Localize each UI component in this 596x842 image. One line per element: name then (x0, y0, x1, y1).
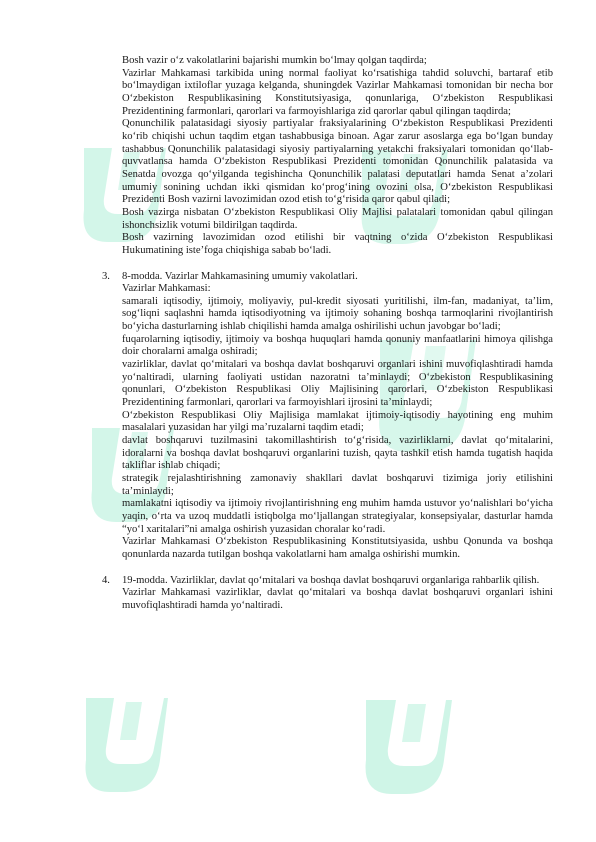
paragraph: Vazirlar Mahkamasi: (122, 283, 211, 295)
paragraph: samarali iqtisodiy, ijtimoiy, moliyaviy, pul-kredit siyosati yuritilishi, ilm-fan, madaniyat, taʼlim, sogʻliqni saqlashni hamda iqtisodiyotning va ijtimoiy sohaning boshqa tarmoqlarini rivojlantirish boʻyicha dasturlarning ishlab chiqilishi hamda amalga oshirilishi uchun javobgar boʻladi; (122, 295, 553, 333)
numbered-item (102, 574, 553, 613)
paragraph: fuqarolarning iqtisodiy, ijtimoiy va boshqa huquqlari hamda qonuniy manfaatlarini himoya qilishga doir choralarni amalga oshiradi; (122, 333, 553, 358)
article-heading: 19-modda. Vazirliklar, davlat qoʻmitalari va boshqa davlat boshqaruvi organlariga rahbarlik qilish. (122, 574, 540, 586)
paragraph: Vazirlar Mahkamasi Oʻzbekiston Respublikasining Konstitutsiyasida, ushbu Qonunda va boshqa qonunlarda nazarda tutilgan boshqa vakolatlarni ham amalga oshirishi mumkin. (122, 536, 553, 560)
item-number: 4. (102, 574, 110, 586)
document-body (102, 55, 553, 613)
paragraph: davlat boshqaruvi tuzilmasini takomillashtirish toʻgʻrisida, vazirliklarni, davlat qoʻmitalarini, idoralarni va boshqa davlat boshqaruvi organlarini tuzish, qayta tashkil etish hamda tugatish haqida takliflar ishlab chiqadi; (122, 435, 553, 472)
paragraph: Vazirlar Mahkamasi vazirliklar, davlat qoʻmitalari va boshqa davlat boshqaruvi organlari ishini muvofiqlashtiradi hamda yoʻnaltiradi. (122, 587, 553, 611)
paragraph: Oʻzbekiston Respublikasi Oliy Majlisiga mamlakat ijtimoiy-iqtisodiy hayotining eng muhim masalalari yuzasidan har yilgi maʼruzalarni taqdim etadi; (122, 409, 553, 434)
paragraph: Bosh vazir oʻz vakolatlarini bajarishi mumkin boʻlmay qolgan taqdirda; (122, 55, 427, 66)
paragraph: Bosh vazirning lavozimidan ozod etilishi bir vaqtning oʻzida Oʻzbekiston Respublikasi Hukumatining isteʼfoga chiqishiga sabab boʻladi. (122, 232, 553, 256)
paragraph: mamlakatni iqtisodiy va ijtimoiy rivojlantirishning eng muhim hamda ustuvor yoʻnalishlari boʻyicha yaqin, oʻrta va uzoq muddatli istiqbolga moʻljallangan strategiyalar, konsepsiyalar, dasturlar hamda “yoʻl xaritalari”ni amalga oshirish yuzasidan choralar koʻradi. (122, 498, 553, 535)
paragraph: Vazirlar Mahkamasi tarkibida uning normal faoliyat koʻrsatishiga tahdid soluvchi, bartaraf etib boʻlmaydigan ixtiloflar yuzaga kelganda, shuningdek Vazirlar Mahkamasi tomonidan bir necha bor Oʻzbekiston Respublikasining Konstitutsiyasiga, qonunlariga, Oʻzbekiston Respublikasi Prezidentining farmonlari, qarorlari va farmoyishlariga zid qarorlar qabul qilingan taqdirda; (122, 67, 553, 117)
paragraph: Bosh vazirga nisbatan Oʻzbekiston Respublikasi Oliy Majlisi palatalari tomonidan qabul qilingan ishonchsizlik votumi bildirilgan taqdirda. (122, 206, 553, 231)
paragraph: strategik rejalashtirishning zamonaviy shakllari davlat boshqaruvi tizimiga joriy etilishini taʼminlaydi; (122, 473, 553, 497)
paragraph: vazirliklar, davlat qoʻmitalari va boshqa davlat boshqaruvi organlari ishini muvofiqlashtiradi hamda yoʻnaltiradi, ularning faoliyati ustidan nazoratni taʼminlaydi; Oʻzbekiston Respublikasining qonunlari, Oʻzbekiston Respublikasi Oliy Majlisining qarorlari, Oʻzbekiston Respublikasi Prezidentining farmonlari, qarorlari va farmoyishlari ijrosini taʼminlaydi; (122, 359, 553, 409)
paragraph: Qonunchilik palatasidagi siyosiy partiyalar fraksiyalarining Oʻzbekiston Respublikasi Prezidenti koʻrib chiqishi uchun taqdim etgan tashabbusiga binoan. Agar zarur asoslarga ega boʻlgan bunday tashabbus Qonunchilik palatasidagi siyosiy partiyalarning yetakchi fraksiyalari tomonidan qoʻllab-quvvatlansa hamda Oʻzbekiston Respublikasi Prezidenti tomonidan Qonunchilik palatasida va Senatda ovozga qoʻyilganda tegishincha Qonunchilik palatasi deputatlari hamda Senat aʼzolari umumiy sonining uchdan ikki qismidan koʻprogʻining ovozini olsa, Oʻzbekiston Respublikasi Prezidenti Bosh vazirni lavozimidan ozod etish toʻgʻrisida qaror qabul qiladi; (122, 118, 553, 206)
numbered-item (102, 270, 553, 562)
item-number: 3. (102, 270, 110, 282)
article-heading: 8-modda. Vazirlar Mahkamasining umumiy vakolatlari. (122, 270, 358, 282)
intro-section (122, 55, 553, 258)
watermark-mark (80, 690, 170, 800)
watermark-mark (356, 690, 456, 800)
